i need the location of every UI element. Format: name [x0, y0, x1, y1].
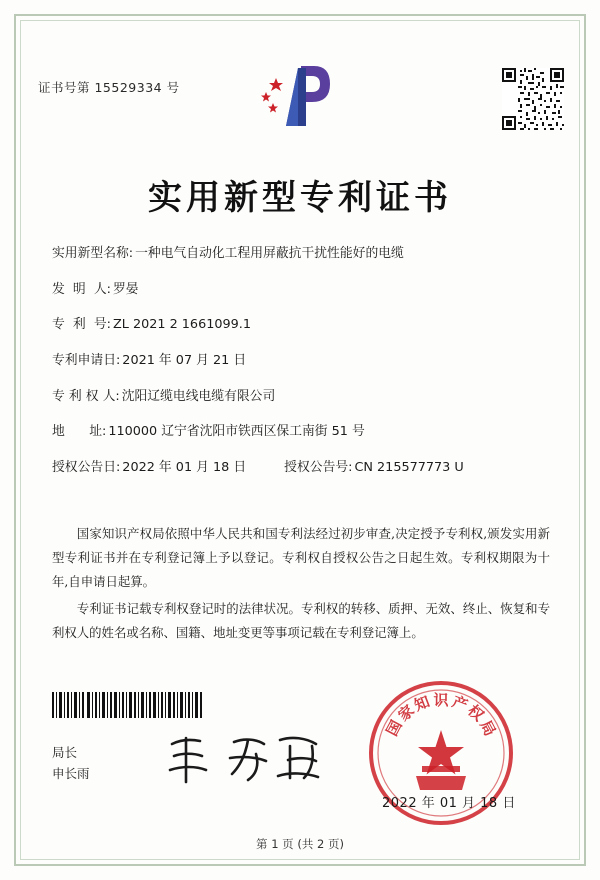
director-title-label: 局长	[52, 745, 78, 760]
grant-date-label: 授权公告日:	[52, 460, 121, 476]
grant-publication-label: 授权公告号:	[284, 460, 353, 476]
field-label: 实用新型名称:	[52, 246, 134, 261]
field-value: ZL 2021 2 1661099.1	[112, 317, 251, 333]
cnipa-logo	[246, 62, 354, 138]
seal-date: 2022 年 01 月 18 日	[382, 796, 516, 811]
field-label: 发 明 人:	[52, 281, 111, 297]
field-label: 专 利 号:	[52, 317, 111, 333]
field-label: 地 址:	[52, 424, 107, 440]
field-grant-row	[52, 458, 552, 477]
barcode	[52, 692, 202, 718]
field-list	[52, 244, 552, 494]
field-value: 罗晏	[112, 281, 139, 297]
field-label: 专利申请日:	[52, 353, 121, 369]
field-value: 沈阳辽缆电线电缆有限公司	[121, 388, 276, 404]
grant-publication-value: CN 215577773 U	[354, 460, 464, 476]
page-title: 实用新型专利证书	[148, 178, 452, 218]
svg-text:权: 权	[464, 701, 488, 725]
svg-text:局: 局	[476, 717, 500, 739]
field-value: 110000 辽宁省沈阳市铁西区保工南街 51 号	[108, 424, 365, 440]
qr-code	[502, 68, 564, 130]
field-patentee	[52, 387, 552, 406]
field-value: 2021 年 07 月 21 日	[122, 353, 247, 369]
svg-text:家: 家	[394, 701, 418, 725]
handwritten-signature	[160, 730, 330, 792]
page-footer: 第 1 页 (共 2 页)	[256, 837, 344, 851]
field-application-date	[52, 351, 552, 370]
svg-text:知: 知	[411, 692, 433, 715]
svg-text:产: 产	[449, 692, 471, 715]
director-name-label: 申长雨	[52, 766, 90, 782]
svg-text:识: 识	[433, 691, 449, 709]
body-text	[52, 522, 550, 647]
field-address	[52, 422, 552, 441]
signature-block	[52, 742, 90, 785]
field-utility-model-name	[52, 244, 552, 263]
field-value: 一种电气自动化工程用屏蔽抗干扰性能好的电缆	[135, 246, 404, 261]
field-patent-number	[52, 315, 552, 334]
field-inventor	[52, 280, 552, 299]
field-label: 专 利 权 人:	[52, 388, 120, 404]
grant-date-value: 2022 年 01 月 18 日	[122, 460, 247, 476]
certificate-number: 证书号第 15529334 号	[38, 80, 180, 95]
body-paragraph-1: 国家知识产权局依照中华人民共和国专利法经过初步审查,决定授予专利权,颁发实用新型专利证书并在专利登记簿上予以登记。专利权自授权公告之日起生效。专利权期限为十年,自申请日起算。	[52, 526, 550, 590]
body-paragraph-2: 专利证书记载专利权登记时的法律状况。专利权的转移、质押、无效、终止、恢复和专利权人的姓名或名称、国籍、地址变更等事项记载在专利登记簿上。	[52, 600, 550, 640]
svg-text:国: 国	[382, 717, 406, 739]
